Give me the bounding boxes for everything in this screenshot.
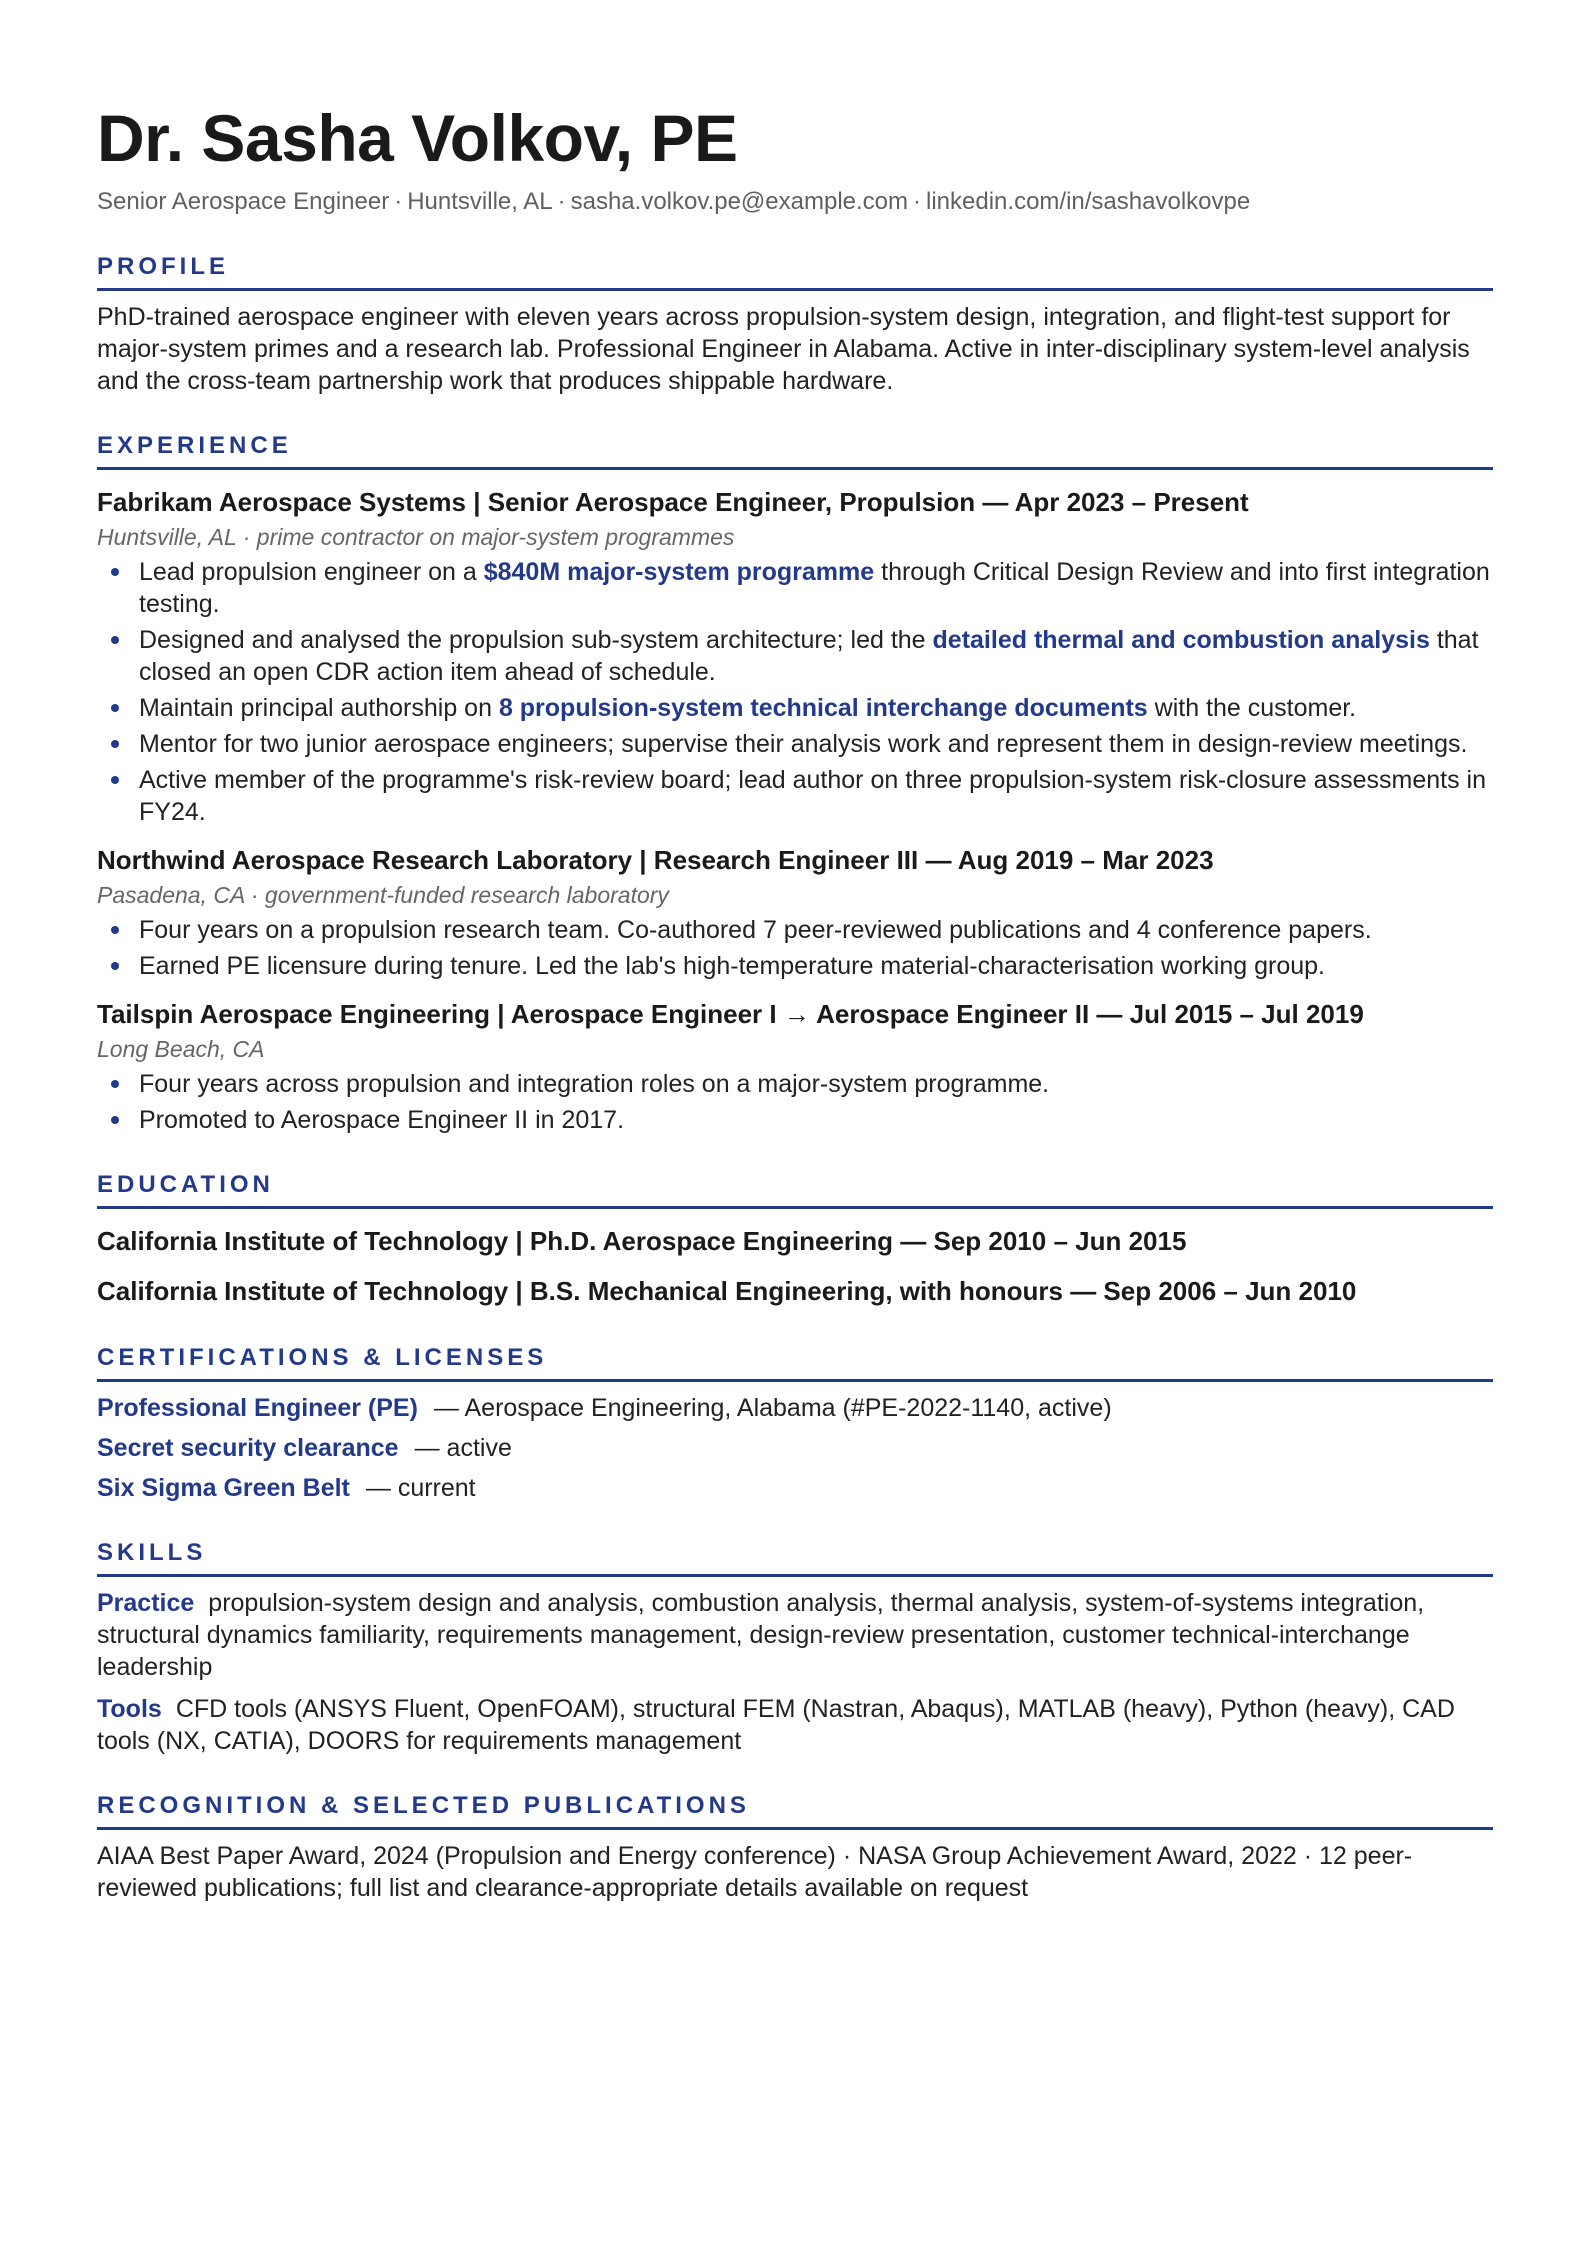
bullet-highlight: 8 propulsion-system technical interchange documents bbox=[498, 694, 1148, 722]
section-title-education: EDUCATION bbox=[97, 1170, 1493, 1209]
bullet-text: Mentor for two junior aerospace engineers; supervise their analysis work and represent them in design-review meetings. bbox=[139, 730, 1468, 758]
job-list bbox=[97, 484, 1493, 1136]
education-section bbox=[97, 1170, 1493, 1309]
bullet-highlight: $840M major-system programme bbox=[483, 558, 875, 586]
job-bullet bbox=[139, 1104, 1493, 1136]
skill-text: CFD tools (ANSYS Fluent, OpenFOAM), structural FEM (Nastran, Abaqus), MATLAB (heavy), Python (heavy), CAD tools (NX, CATIA), DOORS for requirements management bbox=[97, 1695, 1455, 1755]
job-subheading: Pasadena, CA · government-funded research laboratory bbox=[97, 882, 669, 908]
skill-row bbox=[97, 1693, 1493, 1757]
education-item: California Institute of Technology | B.S. Mechanical Engineering, with honours — Sep 2006 – Jun 2010 bbox=[97, 1276, 1357, 1306]
job-heading: Fabrikam Aerospace Systems | Senior Aerospace Engineer, Propulsion — Apr 2023 – Present bbox=[97, 487, 1249, 517]
job-entry bbox=[97, 996, 1493, 1136]
bullet-text: Active member of the programme's risk-review board; lead author on three propulsion-system risk-closure assessments in FY24. bbox=[139, 766, 1486, 826]
section-title-certifications: CERTIFICATIONS & LICENSES bbox=[97, 1343, 1493, 1382]
certification-item bbox=[97, 1432, 1493, 1464]
job-entry bbox=[97, 484, 1493, 828]
job-heading: Tailspin Aerospace Engineering | Aerospace Engineer I → Aerospace Engineer II — Jul 2015 – Jul 2019 bbox=[97, 999, 1364, 1029]
job-bullet bbox=[139, 692, 1493, 724]
recognition-text: AIAA Best Paper Award, 2024 (Propulsion and Energy conference) · NASA Group Achievement Award, 2022 · 12 peer-reviewed publications; full list and clearance-appropriate details available on request bbox=[97, 1842, 1413, 1902]
profile-section bbox=[97, 252, 1493, 397]
certification-name: Six Sigma Green Belt bbox=[97, 1474, 350, 1502]
certification-name: Professional Engineer (PE) bbox=[97, 1394, 418, 1422]
contact-location: Huntsville, AL bbox=[407, 188, 553, 215]
contact-separator: · bbox=[557, 188, 566, 215]
bullet-text: Promoted to Aerospace Engineer II in 2017. bbox=[139, 1106, 625, 1134]
resume-header bbox=[97, 98, 1493, 218]
job-entry bbox=[97, 842, 1493, 982]
job-subheading: Huntsville, AL · prime contractor on major-system programmes bbox=[97, 524, 735, 550]
education-item: California Institute of Technology | Ph.D. Aerospace Engineering — Sep 2010 – Jun 2015 bbox=[97, 1226, 1187, 1256]
bullet-text: Four years across propulsion and integration roles on a major-system programme. bbox=[139, 1070, 1050, 1098]
contact-separator: · bbox=[394, 188, 403, 215]
skills-section bbox=[97, 1538, 1493, 1757]
recognition-section bbox=[97, 1791, 1493, 1904]
job-bullets bbox=[97, 556, 1493, 828]
certification-item bbox=[97, 1472, 1493, 1504]
profile-text: PhD-trained aerospace engineer with eleven years across propulsion-system design, integration, and flight-test support for major-system primes and a research lab. Professional Engineer in Alabama. Active in inter-disciplinary system-level analysis and the cross-team partnership work that produces shippable hardware. bbox=[97, 303, 1470, 395]
job-bullet bbox=[139, 764, 1493, 828]
job-bullet bbox=[139, 728, 1493, 760]
bullet-text: Maintain principal authorship on bbox=[139, 694, 499, 722]
skill-row bbox=[97, 1587, 1493, 1683]
certification-name: Secret security clearance bbox=[97, 1434, 399, 1462]
bullet-text: with the customer. bbox=[1147, 694, 1357, 722]
contact-linkedin[interactable]: linkedin.com/in/sashavolkovpe bbox=[926, 188, 1251, 215]
bullet-text: Earned PE licensure during tenure. Led the lab's high-temperature material-characterisation working group. bbox=[139, 952, 1325, 980]
bullet-highlight: detailed thermal and combustion analysis bbox=[932, 626, 1430, 654]
job-heading: Northwind Aerospace Research Laboratory | Research Engineer III — Aug 2019 – Mar 2023 bbox=[97, 845, 1214, 875]
job-bullets bbox=[97, 1068, 1493, 1136]
bullet-text: Four years on a propulsion research team. Co-authored 7 peer-reviewed publications and 4 conference papers. bbox=[139, 916, 1372, 944]
bullet-text: Designed and analysed the propulsion sub-system architecture; led the bbox=[139, 626, 933, 654]
certification-detail: — Aerospace Engineering, Alabama (#PE-2022-1140, active) bbox=[433, 1394, 1112, 1422]
contact-line bbox=[97, 186, 1493, 218]
bullet-text: Lead propulsion engineer on a bbox=[139, 558, 484, 586]
certifications-section bbox=[97, 1343, 1493, 1504]
section-title-experience: EXPERIENCE bbox=[97, 431, 1493, 470]
certification-detail: — active bbox=[414, 1434, 512, 1462]
job-bullet bbox=[139, 950, 1493, 982]
contact-email[interactable]: sasha.volkov.pe@example.com bbox=[570, 188, 909, 215]
job-bullets bbox=[97, 914, 1493, 982]
contact-separator: · bbox=[913, 188, 922, 215]
contact-role: Senior Aerospace Engineer bbox=[97, 188, 390, 215]
candidate-name: Dr. Sasha Volkov, PE bbox=[97, 101, 738, 175]
skill-label: Practice bbox=[97, 1589, 195, 1617]
job-bullet bbox=[139, 556, 1493, 620]
bullet-text: through Critical Design Review and into first integration testing. bbox=[139, 558, 1490, 618]
skill-label: Tools bbox=[97, 1695, 162, 1723]
section-title-recognition: RECOGNITION & SELECTED PUBLICATIONS bbox=[97, 1791, 1493, 1830]
section-title-skills: SKILLS bbox=[97, 1538, 1493, 1577]
job-bullet bbox=[139, 914, 1493, 946]
certification-item bbox=[97, 1392, 1493, 1424]
job-bullet bbox=[139, 1068, 1493, 1100]
bullet-text: that closed an open CDR action item ahead of schedule. bbox=[139, 626, 1479, 686]
job-bullet bbox=[139, 624, 1493, 688]
skill-text: propulsion-system design and analysis, combustion analysis, thermal analysis, system-of-systems integration, structural dynamics familiarity, requirements management, design-review presentation, customer technical-interchange leadership bbox=[97, 1589, 1425, 1681]
job-subheading: Long Beach, CA bbox=[97, 1036, 265, 1062]
experience-section bbox=[97, 431, 1493, 1136]
certification-detail: — current bbox=[365, 1474, 476, 1502]
section-title-profile: PROFILE bbox=[97, 252, 1493, 291]
